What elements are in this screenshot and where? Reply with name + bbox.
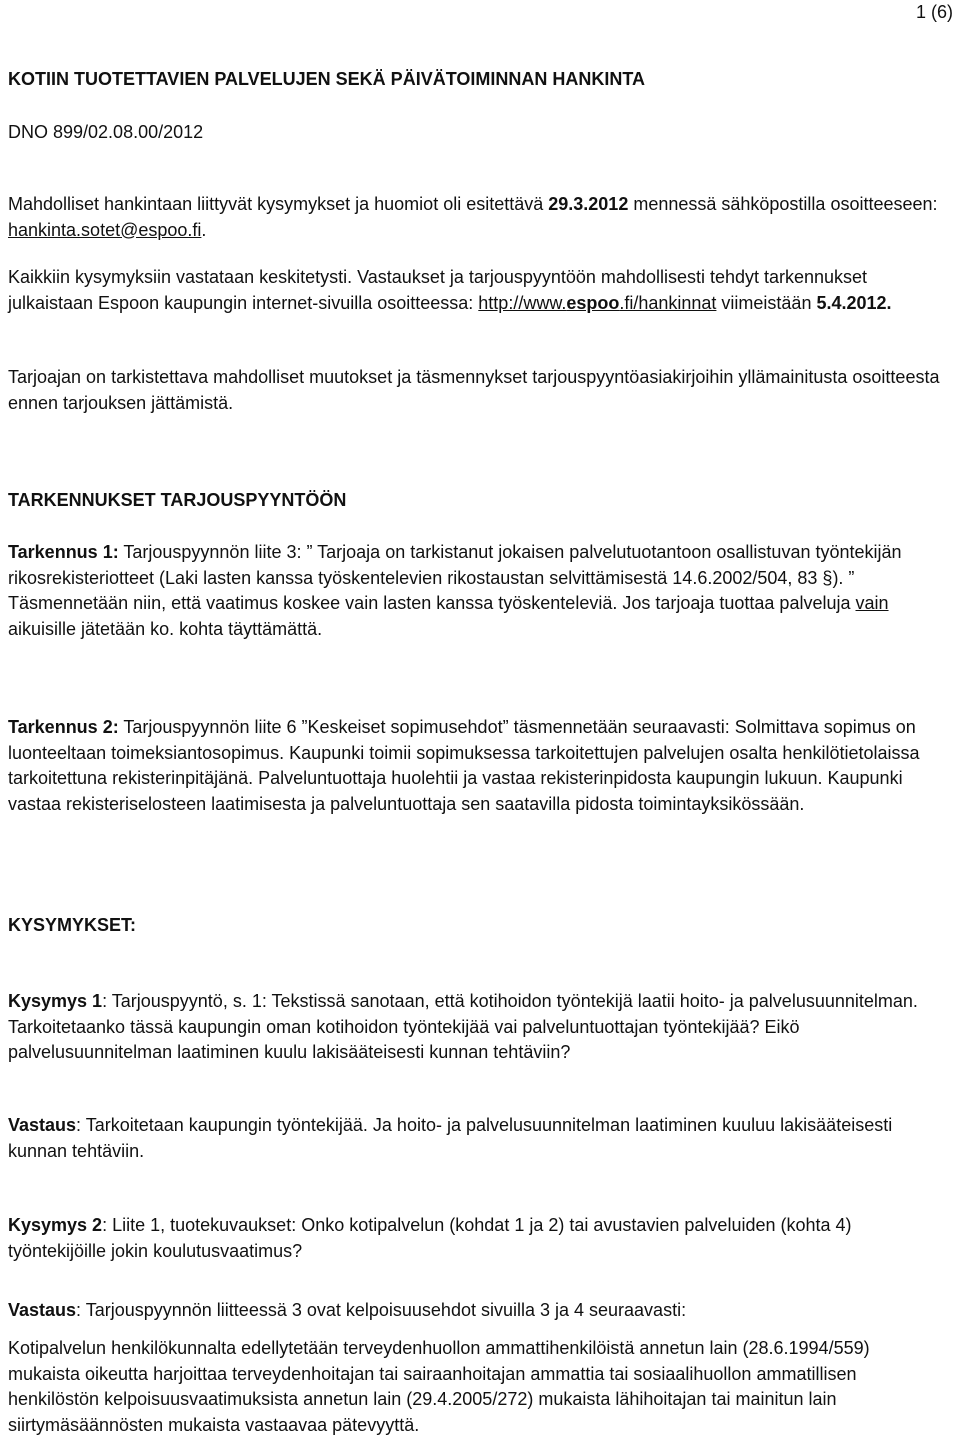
question-1-text: : Tarjouspyyntö, s. 1: Tekstissä sanotaan, että kotihoidon työntekijä laatii hoito- ja palvelusuunnitelman. Tarkoitetaanko tässä kaupungin oman kotihoidon työntekijää vai palveluntuottajan työntekijää? Eikö palvelusuunnitelman laatiminen kuulu lakisääteisesti kunnan tehtäviin? <box>8 991 918 1062</box>
answer-info-text: Kaikkiin kysymyksiin vastataan keskitetysti. Vastaukset ja tarjouspyyntöön mahdollisesti tehdyt tarkennukset julkaistaan Espoon kaupungin internet-sivuilla osoitteessa: <box>8 267 868 313</box>
answer-info-text-2: viimeistään <box>716 292 817 313</box>
tarkennus-1-label: Tarkennus 1: <box>8 542 119 562</box>
url-start: http://www. <box>478 292 567 313</box>
page-number: 1 (6) <box>915 2 953 22</box>
intro-paragraph <box>8 192 943 243</box>
tarkennus-1 <box>8 540 943 642</box>
answer-info-paragraph <box>8 265 943 316</box>
answer-2-body: Kotipalvelun henkilökunnalta edellytetään terveydenhuollon ammattihenkilöistä annetun lain (28.6.1994/559) mukaista oikeutta harjoittaa terveydenhoitajan tai sairaanhoitajan ammattia tai sosiaalihuollon ammatillisen henkilöstön kelpoisuusvaatimuksista annetun lain (29.4.2005/272) mukaista lähihoitajan tai mainitun lain siirtymäsäännösten mukaista vastaavaa pätevyyttä. <box>8 1338 870 1435</box>
question-2-label: Kysymys 2 <box>8 1215 103 1235</box>
tarkennus-2-text: Tarjouspyynnön liite 6 ”Keskeiset sopimusehdot” täsmennetään seuraavasti: Solmittava sopimus on luonteeltaan toimeksiantosopimus. Kaupunki toimii sopimuksessa tarkoitettujen palvelujen osalta henkilötietolaissa tarkoitettuna rekisterinpitäjänä. Palveluntuottaja huolehtii ja vastaa rekisterinpidosta kaupungin lukuun. Kaupunki vastaa rekisteriselosteen laatimisesta ja palveluntuottaja sen saatavilla pidosta toimintayksikössään. <box>8 717 920 814</box>
answer-2-label: Vastaus <box>8 1300 77 1320</box>
hankinnat-link[interactable] <box>478 293 716 313</box>
question-1 <box>8 989 943 1066</box>
tarkennus-2-label: Tarkennus 2: <box>8 717 119 737</box>
intro-text-1: Mahdolliset hankintaan liittyvät kysymykset ja huomiot oli esitettävä <box>8 194 549 214</box>
tarkennukset-heading: TARKENNUKSET TARJOUSPYYNTÖÖN <box>8 490 347 510</box>
tarkennus-1-paragraph <box>8 540 943 591</box>
question-2-text: : Liite 1, tuotekuvaukset: Onko kotipalvelun (kohdat 1 ja 2) tai avustavien palveluiden (kohta 4) työntekijöille jokin koulutusvaatimus? <box>8 1215 852 1261</box>
answer-1 <box>8 1113 943 1164</box>
url-espoo: espoo <box>566 292 620 313</box>
vain-underlined: vain <box>855 593 889 613</box>
kysymykset-heading: KYSYMYKSET: <box>8 915 137 935</box>
clarification-end: aikuisille jätetään ko. kohta täyttämättä. <box>8 618 323 639</box>
question-2 <box>8 1213 943 1264</box>
tarkennus-2 <box>8 715 943 817</box>
answer-date: 5.4.2012. <box>816 292 892 313</box>
question-1-label: Kysymys 1 <box>8 991 103 1011</box>
clarification-start: Täsmennetään niin, että vaatimus koskee vain lasten kanssa työskenteleviä. Jos tarjoaja tuottaa palveluja <box>8 593 856 613</box>
tarkennus-1-text: Tarjouspyynnön liite 3: ” Tarjoaja on tarkistanut jokaisen palvelutuotantoon osallistuvan työntekijän rikosrekisteriotteet (Laki lasten kanssa työskentelevien rikostaustan selvittämisestä 14.6.2002/504, 83 §). ” <box>8 542 902 588</box>
url-end: .fi/hankinnat <box>619 292 717 313</box>
check-info-paragraph: Tarjoajan on tarkistettava mahdolliset muutokset ja täsmennykset tarjouspyyntöasiakirjoihin yllämainitusta osoitteesta ennen tarjouksen jättämistä. <box>8 367 940 413</box>
tarkennus-1-clarification <box>8 591 943 642</box>
intro-end: . <box>201 219 207 240</box>
answer-1-label: Vastaus <box>8 1115 77 1135</box>
document-number: DNO 899/02.08.00/2012 <box>8 122 204 142</box>
document-title: KOTIIN TUOTETTAVIEN PALVELUJEN SEKÄ PÄIVÄTOIMINNAN HANKINTA <box>8 69 646 89</box>
answer-2-text: : Tarjouspyynnön liitteessä 3 ovat kelpoisuusehdot sivuilla 3 ja 4 seuraavasti: <box>76 1300 687 1320</box>
answer-1-text: : Tarkoitetaan kaupungin työntekijää. Ja hoito- ja palvelusuunnitelman laatiminen kuuluu lakisääteisesti kunnan tehtäviin. <box>8 1115 893 1161</box>
deadline-date: 29.3.2012 <box>548 194 629 214</box>
email-link[interactable]: hankinta.sotet@espoo.fi <box>8 219 202 240</box>
answer-2 <box>8 1298 943 1324</box>
intro-text-2: mennessä sähköpostilla osoitteeseen: <box>628 194 938 214</box>
